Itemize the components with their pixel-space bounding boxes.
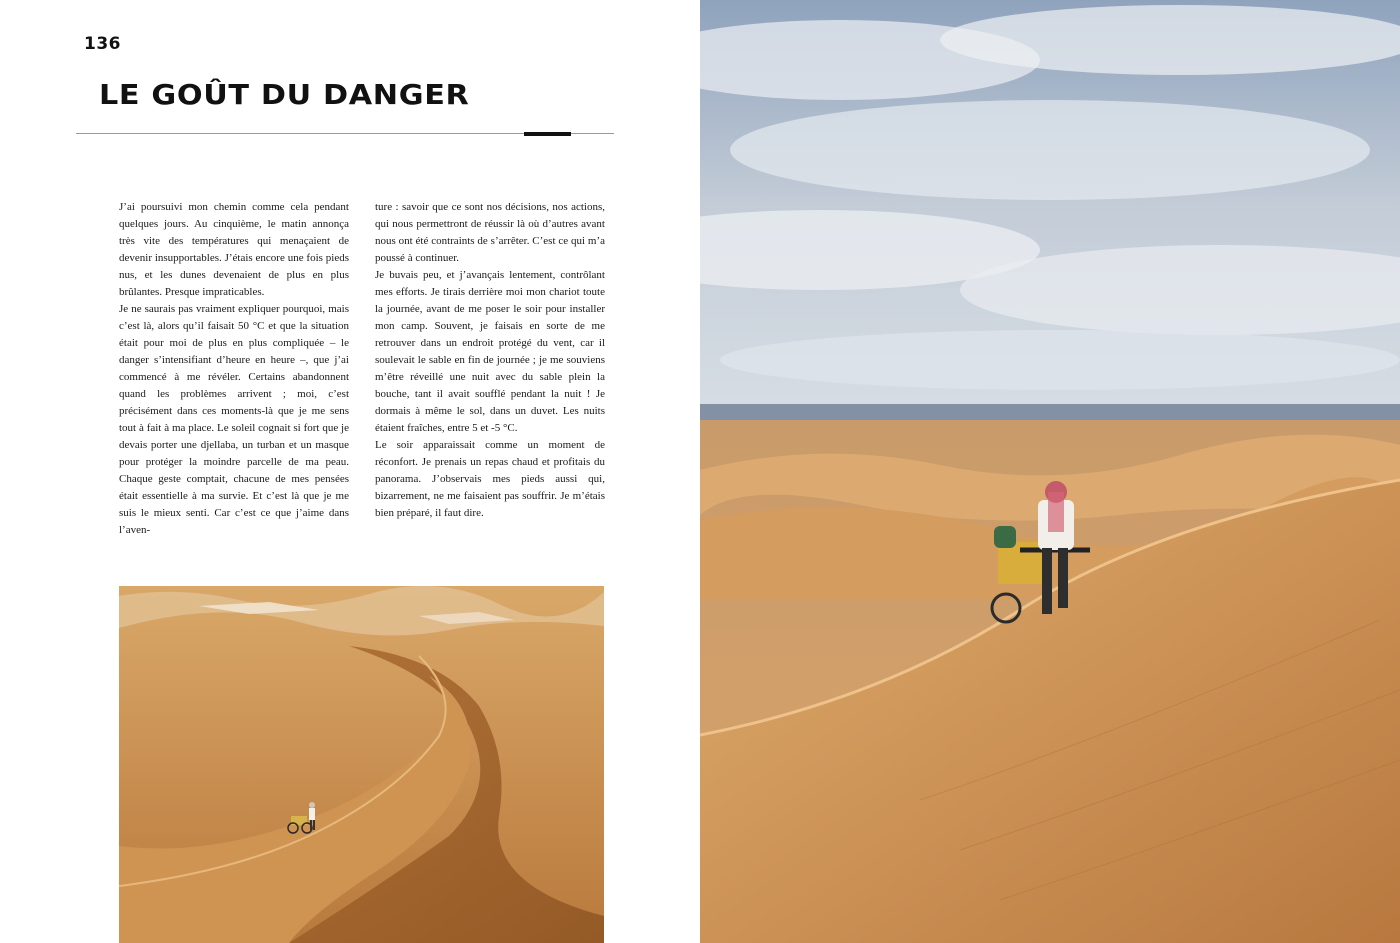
inset-desert-photo (119, 586, 604, 943)
paragraph: Le soir apparaissait comme un moment de réconfort. Je prenais un repas chaud et profitais du panorama. J’observais mes pieds aussi qui, bizarrement, ne me faisaient pas souffrir. Je m’étais bien préparé, il faut dire. (375, 439, 605, 519)
text-column-1 (119, 199, 349, 539)
paragraph: Je ne saurais pas vraiment expliquer pourquoi, mais c’est là, alors qu’il faisait 50 °C et que la situation était pour moi de plus en plus compliquée – le danger s’intensifiant d’heure en heure –, que j’ai commencé à me révéler. Certains abandonnent quand les problèmes arrivent ; moi, c’est précisément dans ces moments-là que je me sens tout à fait à ma place. Le soleil cognait si fort que je devais porter une djellaba, un turban et un masque pour protéger la moindre parcelle de ma peau. Chaque geste comptait, chacune de mes pensées était essentielle à ma survie. Et c’est là que je me suis le mieux senti. Car c’est ce que j’aime dans l’aven- (119, 303, 349, 536)
text-column-2 (375, 199, 605, 522)
paragraph: J’ai poursuivi mon chemin comme cela pendant quelques jours. Au cinquième, le matin annonça très vite des températures qui menaçaient de devenir insupportables. J’étais encore une fois pieds nus, et les dunes devenaient de plus en plus brûlantes. Presque impraticables. (119, 201, 349, 298)
chapter-title: LE GOÛT DU DANGER (99, 78, 470, 111)
paragraph: ture : savoir que ce sont nos décisions, nos actions, qui nous permettront de réussir là où d’autres avant nous ont été contraints de s’arrêter. C’est ce qui m’a poussé à continuer. (375, 201, 605, 264)
full-page-desert-photo (700, 0, 1400, 943)
page-number: 136 (84, 34, 121, 54)
dune-traveler-illustration (700, 0, 1400, 943)
title-rule-accent (524, 132, 571, 136)
paragraph: Je buvais peu, et j’avançais lentement, contrôlant mes efforts. Je tirais derrière moi mon chariot toute la journée, avant de me poser le soir pour installer mon camp. Souvent, je faisais en sorte de me retrouver dans un endroit protégé du vent, car il soulevait le sable en fin de journée ; je me souviens m’être réveillé une nuit avec du sable plein la bouche, tant il avait soufflé pendant la nuit ! Je dormais à même le sol, dans un duvet. Les nuits étaient fraîches, entre 5 et -5 °C. (375, 269, 605, 434)
dune-aerial-illustration (119, 586, 604, 943)
